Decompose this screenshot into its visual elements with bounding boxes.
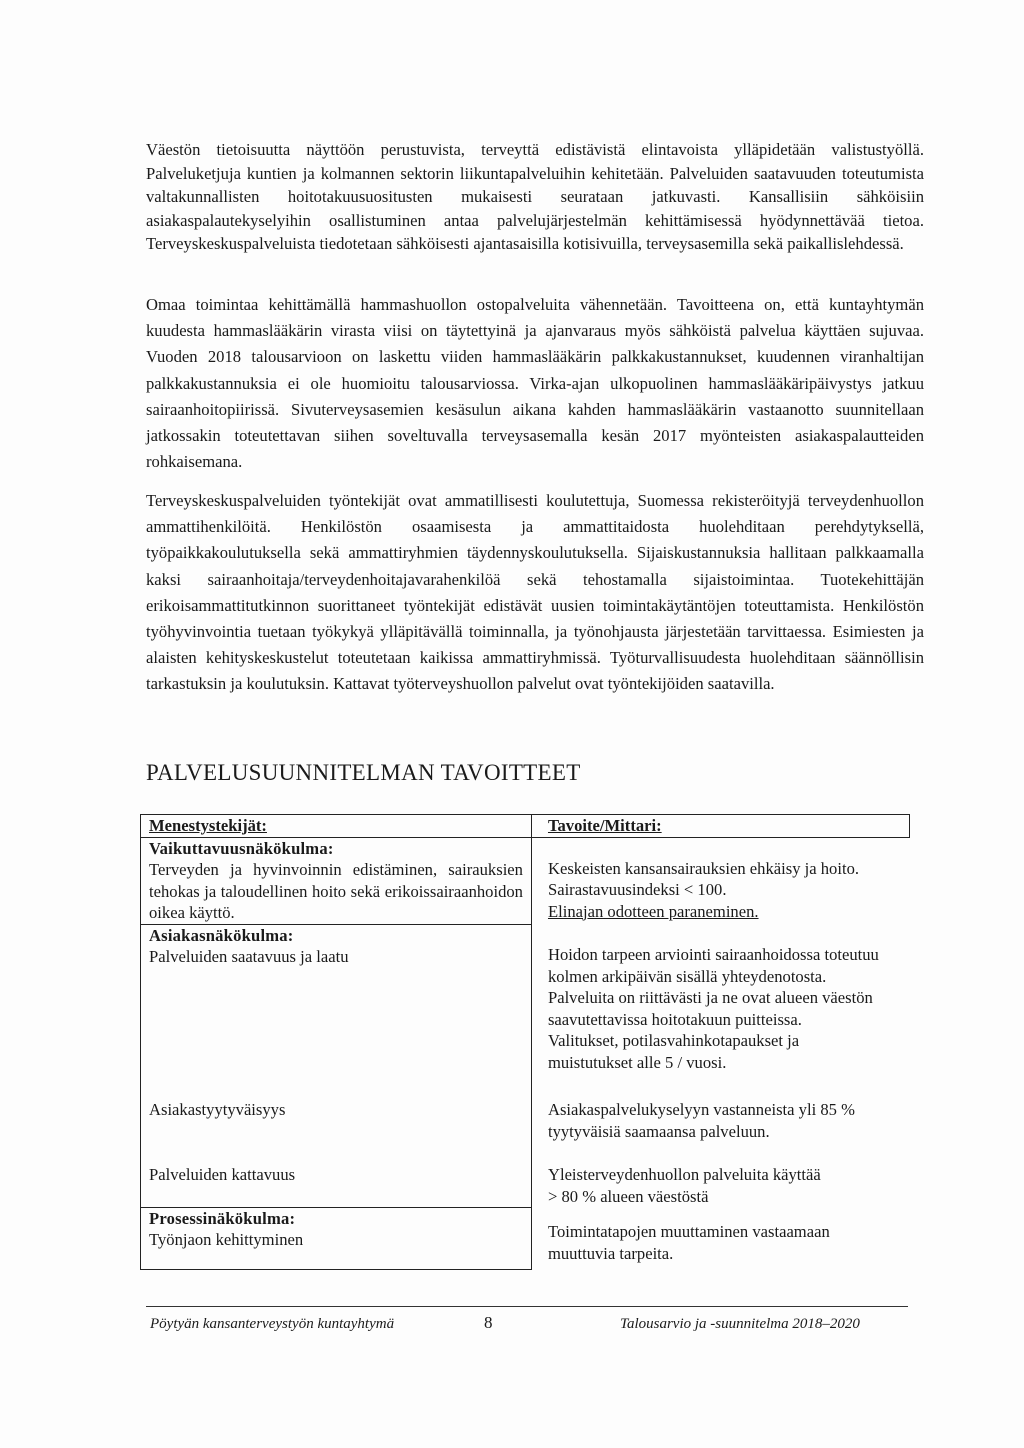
table-row-customer xyxy=(141,924,910,1073)
goals-table xyxy=(140,814,910,1270)
coverage-goal-2: > 80 % alueen väestöstä xyxy=(547,1186,709,1206)
coverage-goal-1: Yleisterveydenhuollon palveluita käyttää xyxy=(547,1165,821,1184)
effectiveness-goal-1: Keskeisten kansansairauksien ehkäisy ja hoito. xyxy=(547,858,860,878)
effectiveness-goal-2: Sairastavuusindeksi < 100. xyxy=(547,880,727,899)
header-goal-metric: Tavoite/Mittari: xyxy=(531,815,909,838)
satisfaction-goal: Asiakaspalvelukyselyyn vastanneista yli 85 % tyytyväisiä saamaansa palveluun. xyxy=(547,1100,855,1141)
footer-page-number: 8 xyxy=(484,1313,493,1332)
table-row-process xyxy=(141,1207,910,1269)
process-goal: Toimintatapojen muuttaminen vastaamaan muuttuvia tarpeita. xyxy=(547,1222,830,1263)
footer-divider xyxy=(146,1306,908,1307)
customer-title: Asiakasnäkökulma: xyxy=(149,925,294,945)
header-success-factors: Menestystekijät: xyxy=(141,815,532,838)
customer-goal-2: Palveluita on riittävästi ja ne ovat alueen väestön saavutettavissa hoitotakuun puitteissa. xyxy=(547,988,873,1029)
process-factor: Työnjaon kehittyminen xyxy=(149,1230,304,1249)
customer-goal-1: Hoidon tarpeen arviointi sairaanhoidossa toteutuu kolmen arkipäivän sisällä yhteydenotosta. xyxy=(547,945,879,986)
effectiveness-goal-3: Elinajan odotteen paraneminen. xyxy=(547,901,759,921)
paragraph-dental-care: Omaa toimintaa kehittämällä hammashuollon ostopalveluita vähennetään. Tavoitteena on, että kuntayhtymän kuudesta hammaslääkärin virasta viisi on täytettyinä ja ajanvaraus myös sähköistä palvelua käyttäen sujuvaa. Vuoden 2018 talousarvioon on laskettu viiden hammaslääkärin palkkakustannukset, kuudennen viranhaltijan palkkakustannuksia ei ole huomioitu talousarviossa. Virka-ajan ulkopuolinen hammaslääkäripäivystys jatkuu sairaanhoitopiirissä. Sivuterveysasemien kesäsulun aikana kahden hammaslääkärin vastaanotto suunnitellaan jatkossakin toteutettavan siihen soveltuvalla terveysasemalla kesän 2017 myönteisten asiakaspalautteiden rohkaisemana. xyxy=(146,295,924,472)
table-row-satisfaction xyxy=(141,1073,910,1142)
process-title: Prosessinäkökulma: xyxy=(149,1208,296,1228)
paragraph-personnel: Terveyskeskuspalveluiden työntekijät ovat ammatillisesti koulutettuja, Suomessa rekisteröityjä terveydenhuollon ammattihenkilöitä. Henkilöstön osaamisesta ja ammattitaidosta huolehditaan perehdytyksellä, työpaikkakoulutuksella sekä ammattiryhmien täydennyskoulutuksella. Sijaiskustannuksia hallitaan palkkaamalla kaksi sairaanhoitaja/terveydenhoitajavarahenkilöä sekä tehostamalla sijaistoimintaa. Tuotekehittäjän erikoisammattitutkinnon suorittaneet työntekijät edistävät uusien toimintakäytäntöjen toteuttamista. Henkilöstön työhyvinvointia tuetaan työkykyä ylläpitävällä toiminnalla, ja työnohjausta järjestetään tarvittaessa. Esimiesten ja alaisten kehityskeskustelut toteutetaan kaikissa ammattiryhmissä. Työturvallisuudesta huolehditaan säännöllisin tarkastuksin ja koulutuksin. Kattavat työterveyshuollon palvelut ovat työntekijöiden saatavilla. xyxy=(146,491,924,694)
paragraph-health-info: Väestön tietoisuutta näyttöön perustuvista, terveyttä edistävistä elintavoista ylläpidetään valistustyöllä. Palveluketjuja kuntien ja kolmannen sektorin liikuntapalveluihin kehitetään. Palveluiden saatavuuden toteutumista valtakunnallisten hoitotakuusuositusten mukaisesti seurataan jatkuvasti. Kansallisiin sähköisiin asiakaspalautekyselyihin osallistuminen antaa palvelujärjestelmän kehittämisessä hyödynnettävää tietoa. Terveyskeskuspalveluista tiedotetaan sähköisesti ajantasaisilla kotisivuilla, terveysasemilla sekä paikallislehdessä. xyxy=(146,140,924,254)
effectiveness-factor: Terveyden ja hyvinvoinnin edistäminen, sairauksien tehokas ja taloudellinen hoito sekä erikoissairaanhoidon oikea käyttö. xyxy=(149,860,523,922)
customer-factor: Palveluiden saatavuus ja laatu xyxy=(149,947,349,966)
satisfaction-factor: Asiakastyytyväisyys xyxy=(141,1073,532,1142)
footer-organization: Pöytyän kansanterveystyön kuntayhtymä xyxy=(150,1316,395,1332)
table-row-effectiveness xyxy=(141,837,910,924)
customer-goal-3: Valitukset, potilasvahinkotapaukset ja muistutukset alle 5 / vuosi. xyxy=(547,1031,800,1072)
table-row-coverage xyxy=(141,1142,910,1207)
table-header-row xyxy=(141,815,910,838)
effectiveness-title: Vaikuttavuusnäkökulma: xyxy=(149,838,334,858)
coverage-factor: Palveluiden kattavuus xyxy=(141,1142,532,1207)
footer-document-title: Talousarvio ja -suunnitelma 2018–2020 xyxy=(620,1316,860,1332)
section-heading: PALVELUSUUNNITELMAN TAVOITTEET xyxy=(146,760,581,785)
